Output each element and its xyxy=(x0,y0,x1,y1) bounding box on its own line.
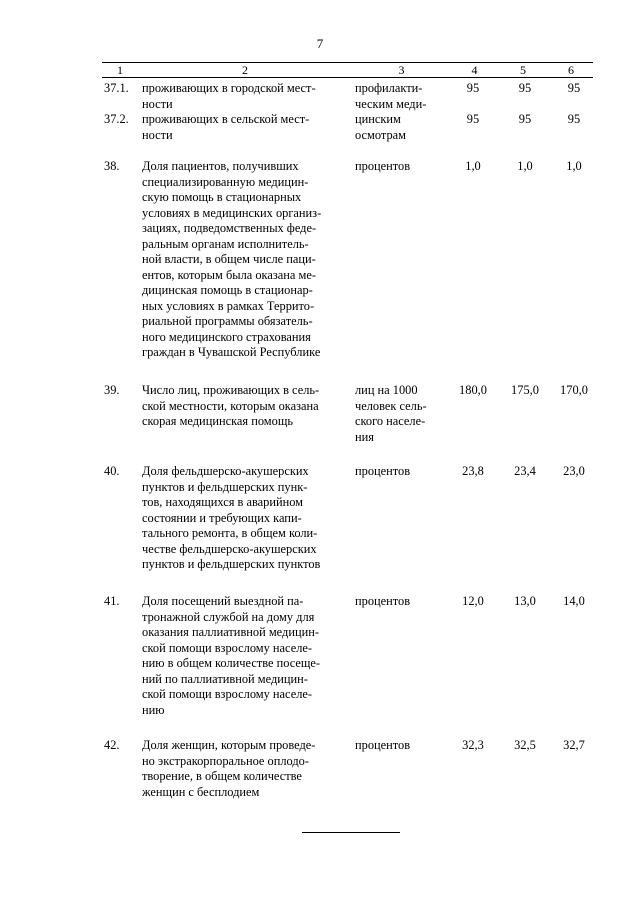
description-line: дицинская помощь в стационар- xyxy=(142,283,313,297)
description-line: ного медицинского страхования xyxy=(142,329,311,344)
description-line: тального ремонта, в общем коли- xyxy=(142,526,318,540)
description-line: специализированную медицин- xyxy=(142,174,309,189)
value-col-5: 1,0 xyxy=(517,159,533,173)
description-line: проживающих в сельской мест- xyxy=(142,112,310,126)
description-line: но экстракорпоральное оплодо- xyxy=(142,753,310,768)
header-col-2: 2 xyxy=(242,63,248,77)
description-line: Доля пациентов, получивших xyxy=(142,159,299,173)
unit-line: процентов xyxy=(355,464,411,478)
description-line: нию xyxy=(142,702,165,717)
unit-of-measure xyxy=(355,112,447,143)
description-line: ности xyxy=(142,127,173,142)
value-col-5: 175,0 xyxy=(511,383,539,397)
description-line: проживающих в городской мест- xyxy=(142,81,316,95)
unit-line: человек сель- xyxy=(355,398,427,413)
indicator-description xyxy=(142,112,345,143)
description-line: честве фельдшерско-акушерских xyxy=(142,541,317,556)
unit-line: ния xyxy=(355,429,374,444)
description-line: женщин с бесплодием xyxy=(142,784,260,799)
row-number: 41. xyxy=(104,594,120,608)
unit-line: ческим меди- xyxy=(355,96,427,111)
unit-of-measure xyxy=(355,383,447,445)
value-col-4: 95 xyxy=(466,112,480,126)
value-col-6: 32,7 xyxy=(563,738,585,752)
value-col-5: 23,4 xyxy=(514,464,536,478)
description-line: творение, в общем количестве xyxy=(142,769,302,783)
indicator-description xyxy=(142,738,345,800)
description-line: ральным органам исполнитель- xyxy=(142,236,309,251)
value-col-4: 12,0 xyxy=(462,594,484,608)
description-line: ентов, которым была оказана ме- xyxy=(142,267,316,282)
row-number: 42. xyxy=(104,738,120,752)
value-col-6: 95 xyxy=(567,112,581,126)
end-separator xyxy=(302,832,400,833)
unit-line: ского населе- xyxy=(355,414,426,428)
unit-of-measure xyxy=(355,594,447,610)
row-number: 38. xyxy=(104,159,120,173)
indicator-description xyxy=(142,81,345,112)
unit-line: процентов xyxy=(355,738,411,752)
unit-line: лиц на 1000 xyxy=(355,383,418,397)
indicator-description xyxy=(142,594,345,718)
value-col-5: 95 xyxy=(518,112,532,126)
description-line: скую помощь в стационарных xyxy=(142,190,302,204)
value-col-6: 95 xyxy=(567,81,581,95)
value-col-6: 1,0 xyxy=(566,159,582,173)
header-col-4: 4 xyxy=(471,63,478,77)
header-col-1: 1 xyxy=(117,63,123,77)
unit-line: осмотрам xyxy=(355,127,406,142)
description-line: зациях, подведомственных феде- xyxy=(142,221,317,235)
header-col-5: 5 xyxy=(520,63,526,77)
value-col-4: 1,0 xyxy=(465,159,481,173)
description-line: тронажной службой на дому для xyxy=(142,609,315,624)
unit-of-measure xyxy=(355,81,447,112)
unit-of-measure xyxy=(355,464,447,480)
description-line: пунктов и фельдшерских пунк- xyxy=(142,479,308,494)
value-col-6: 23,0 xyxy=(563,464,585,478)
row-number: 39. xyxy=(104,383,120,397)
description-line: Доля посещений выездной па- xyxy=(142,594,304,608)
description-line: ской помощи взрослому населе- xyxy=(142,687,313,701)
unit-line: процентов xyxy=(355,159,411,173)
row-number: 40. xyxy=(104,464,120,478)
description-line: ности xyxy=(142,96,173,111)
indicator-description xyxy=(142,464,345,573)
description-line: граждан в Чувашской Республике xyxy=(142,345,321,359)
description-line: тов, находящихся в аварийном xyxy=(142,495,304,509)
row-number: 37.1. xyxy=(104,81,129,95)
description-line: ний по паллиативной медицин- xyxy=(142,671,308,686)
indicator-description xyxy=(142,383,345,430)
value-col-6: 170,0 xyxy=(560,383,588,397)
indicator-description xyxy=(142,159,345,361)
value-col-5: 95 xyxy=(518,81,532,95)
value-col-6: 14,0 xyxy=(563,594,585,608)
description-line: ных условиях в рамках Террито- xyxy=(142,298,315,313)
description-line: скорая медицинская помощь xyxy=(142,414,294,428)
value-col-5: 32,5 xyxy=(514,738,536,752)
header-col-3: 3 xyxy=(398,63,405,77)
unit-line: цинским xyxy=(355,112,401,126)
description-line: оказания паллиативной медицин- xyxy=(142,625,319,639)
description-line: условиях в медицинских организ- xyxy=(142,205,322,220)
unit-of-measure xyxy=(355,738,447,754)
description-line: Доля женщин, которым проведе- xyxy=(142,738,316,752)
unit-of-measure xyxy=(355,159,447,175)
value-col-4: 95 xyxy=(466,81,480,95)
unit-line: процентов xyxy=(355,594,411,608)
description-line: Число лиц, проживающих в сель- xyxy=(142,383,320,397)
value-col-4: 180,0 xyxy=(459,383,487,397)
value-col-4: 23,8 xyxy=(462,464,484,478)
header-col-6: 6 xyxy=(568,63,574,77)
value-col-4: 32,3 xyxy=(462,738,484,752)
description-line: нию в общем количестве посеще- xyxy=(142,656,321,670)
description-line: пунктов и фельдшерских пунктов xyxy=(142,557,321,571)
table-header xyxy=(102,62,593,78)
value-col-5: 13,0 xyxy=(514,594,536,608)
description-line: Доля фельдшерско-акушерских xyxy=(142,464,309,478)
description-line: риальной программы обязатель- xyxy=(142,314,313,328)
description-line: ской местности, которым оказана xyxy=(142,398,319,413)
description-line: ской помощи взрослому населе- xyxy=(142,640,313,655)
page-number: 7 xyxy=(316,36,324,51)
row-number: 37.2. xyxy=(104,112,129,126)
description-line: состоянии и требующих капи- xyxy=(142,510,302,525)
unit-line: профилакти- xyxy=(355,81,423,95)
description-line: ной власти, в общем числе паци- xyxy=(142,252,316,266)
